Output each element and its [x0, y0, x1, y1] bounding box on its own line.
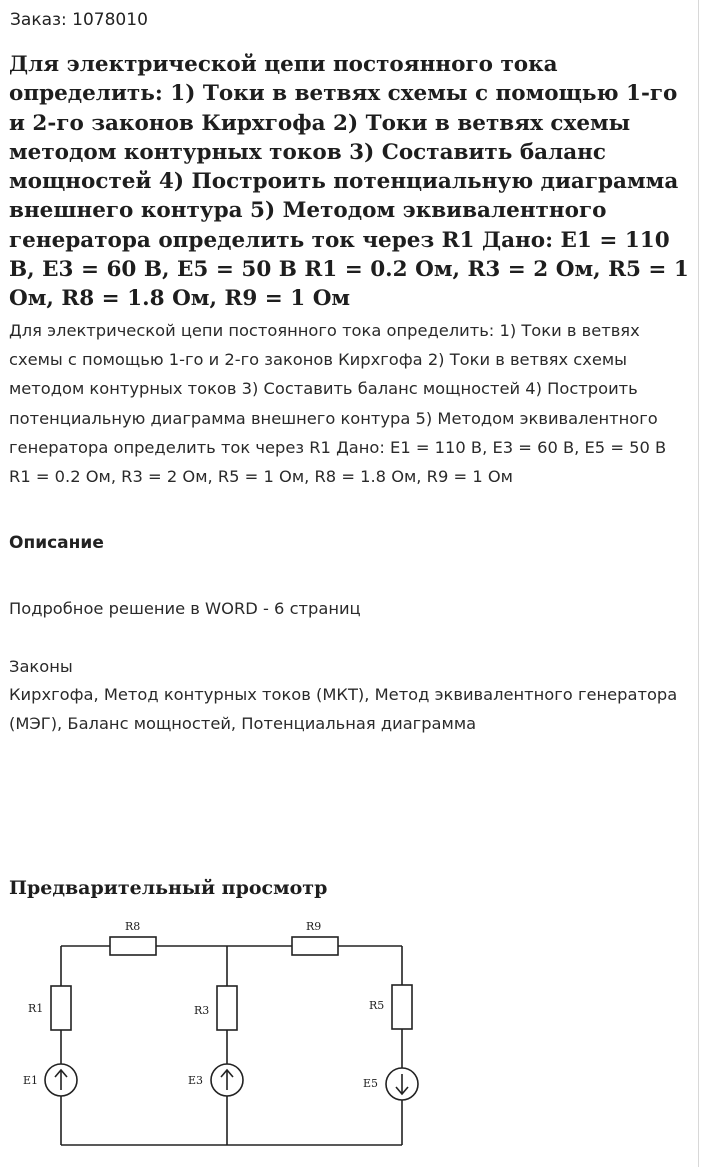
label-e1: E1	[23, 1074, 39, 1087]
resistor-r9	[292, 937, 338, 955]
circuit-schematic	[0, 900, 701, 1167]
resistor-r8	[110, 937, 156, 955]
page-title: Для электрической цепи постоянного тока определить: 1) Токи в ветвях схемы с помощью 1-го и 2-го законов Кирхгофа 2) Токи в ветвях схемы методом контурных токов 3) Составить баланс мощностей 4) Построить потенциальную диаграмма внешнего контура 5) Методом эквивалентного генератора определить ток через R1 Дано: E1 = 110 В, E3 = 60 В, E5 = 50 В R1 = 0.2 Ом, R3 = 2 Ом, R5 = 1 Ом, R8 = 1.8 Ом, R9 = 1 Ом	[9, 52, 689, 312]
label-r8: R8	[125, 920, 141, 933]
label-e3: E3	[188, 1074, 204, 1087]
label-r1: R1	[28, 1002, 44, 1015]
description-heading: Описание	[9, 533, 104, 553]
order-number: Заказ: 1078010	[10, 10, 148, 30]
source-e1	[45, 1064, 77, 1096]
circuit-wires	[61, 946, 402, 1145]
label-r3: R3	[194, 1004, 210, 1017]
resistor-r1	[51, 986, 71, 1030]
description-details: Подробное решение в WORD - 6 страниц	[9, 599, 361, 618]
laws-text: Кирхгофа, Метод контурных токов (МКТ), Метод эквивалентного генератора (МЭГ), Баланс мощностей, Потенциальная диаграмма	[9, 685, 678, 733]
source-e3	[211, 1064, 243, 1096]
resistor-r5	[392, 985, 412, 1029]
label-r5: R5	[369, 999, 385, 1012]
preview-heading: Предварительный просмотр	[9, 877, 328, 899]
source-e5	[386, 1068, 418, 1100]
label-r9: R9	[306, 920, 322, 933]
resistor-r3	[217, 986, 237, 1030]
label-e5: E5	[363, 1077, 379, 1090]
task-text: Для электрической цепи постоянного тока определить: 1) Токи в ветвях схемы с помощью 1-го и 2-го законов Кирхгофа 2) Токи в ветвях схемы методом контурных токов 3) Составить баланс мощностей 4) Построить потенциальную диаграмма внешнего контура 5) Методом эквивалентного генератора определить ток через R1 Дано: E1 = 110 В, E3 = 60 В, E5 = 50 В R1 = 0.2 Ом, R3 = 2 Ом, R5 = 1 Ом, R8 = 1.8 Ом, R9 = 1 Ом	[9, 321, 667, 487]
laws-label: Законы	[9, 657, 73, 676]
